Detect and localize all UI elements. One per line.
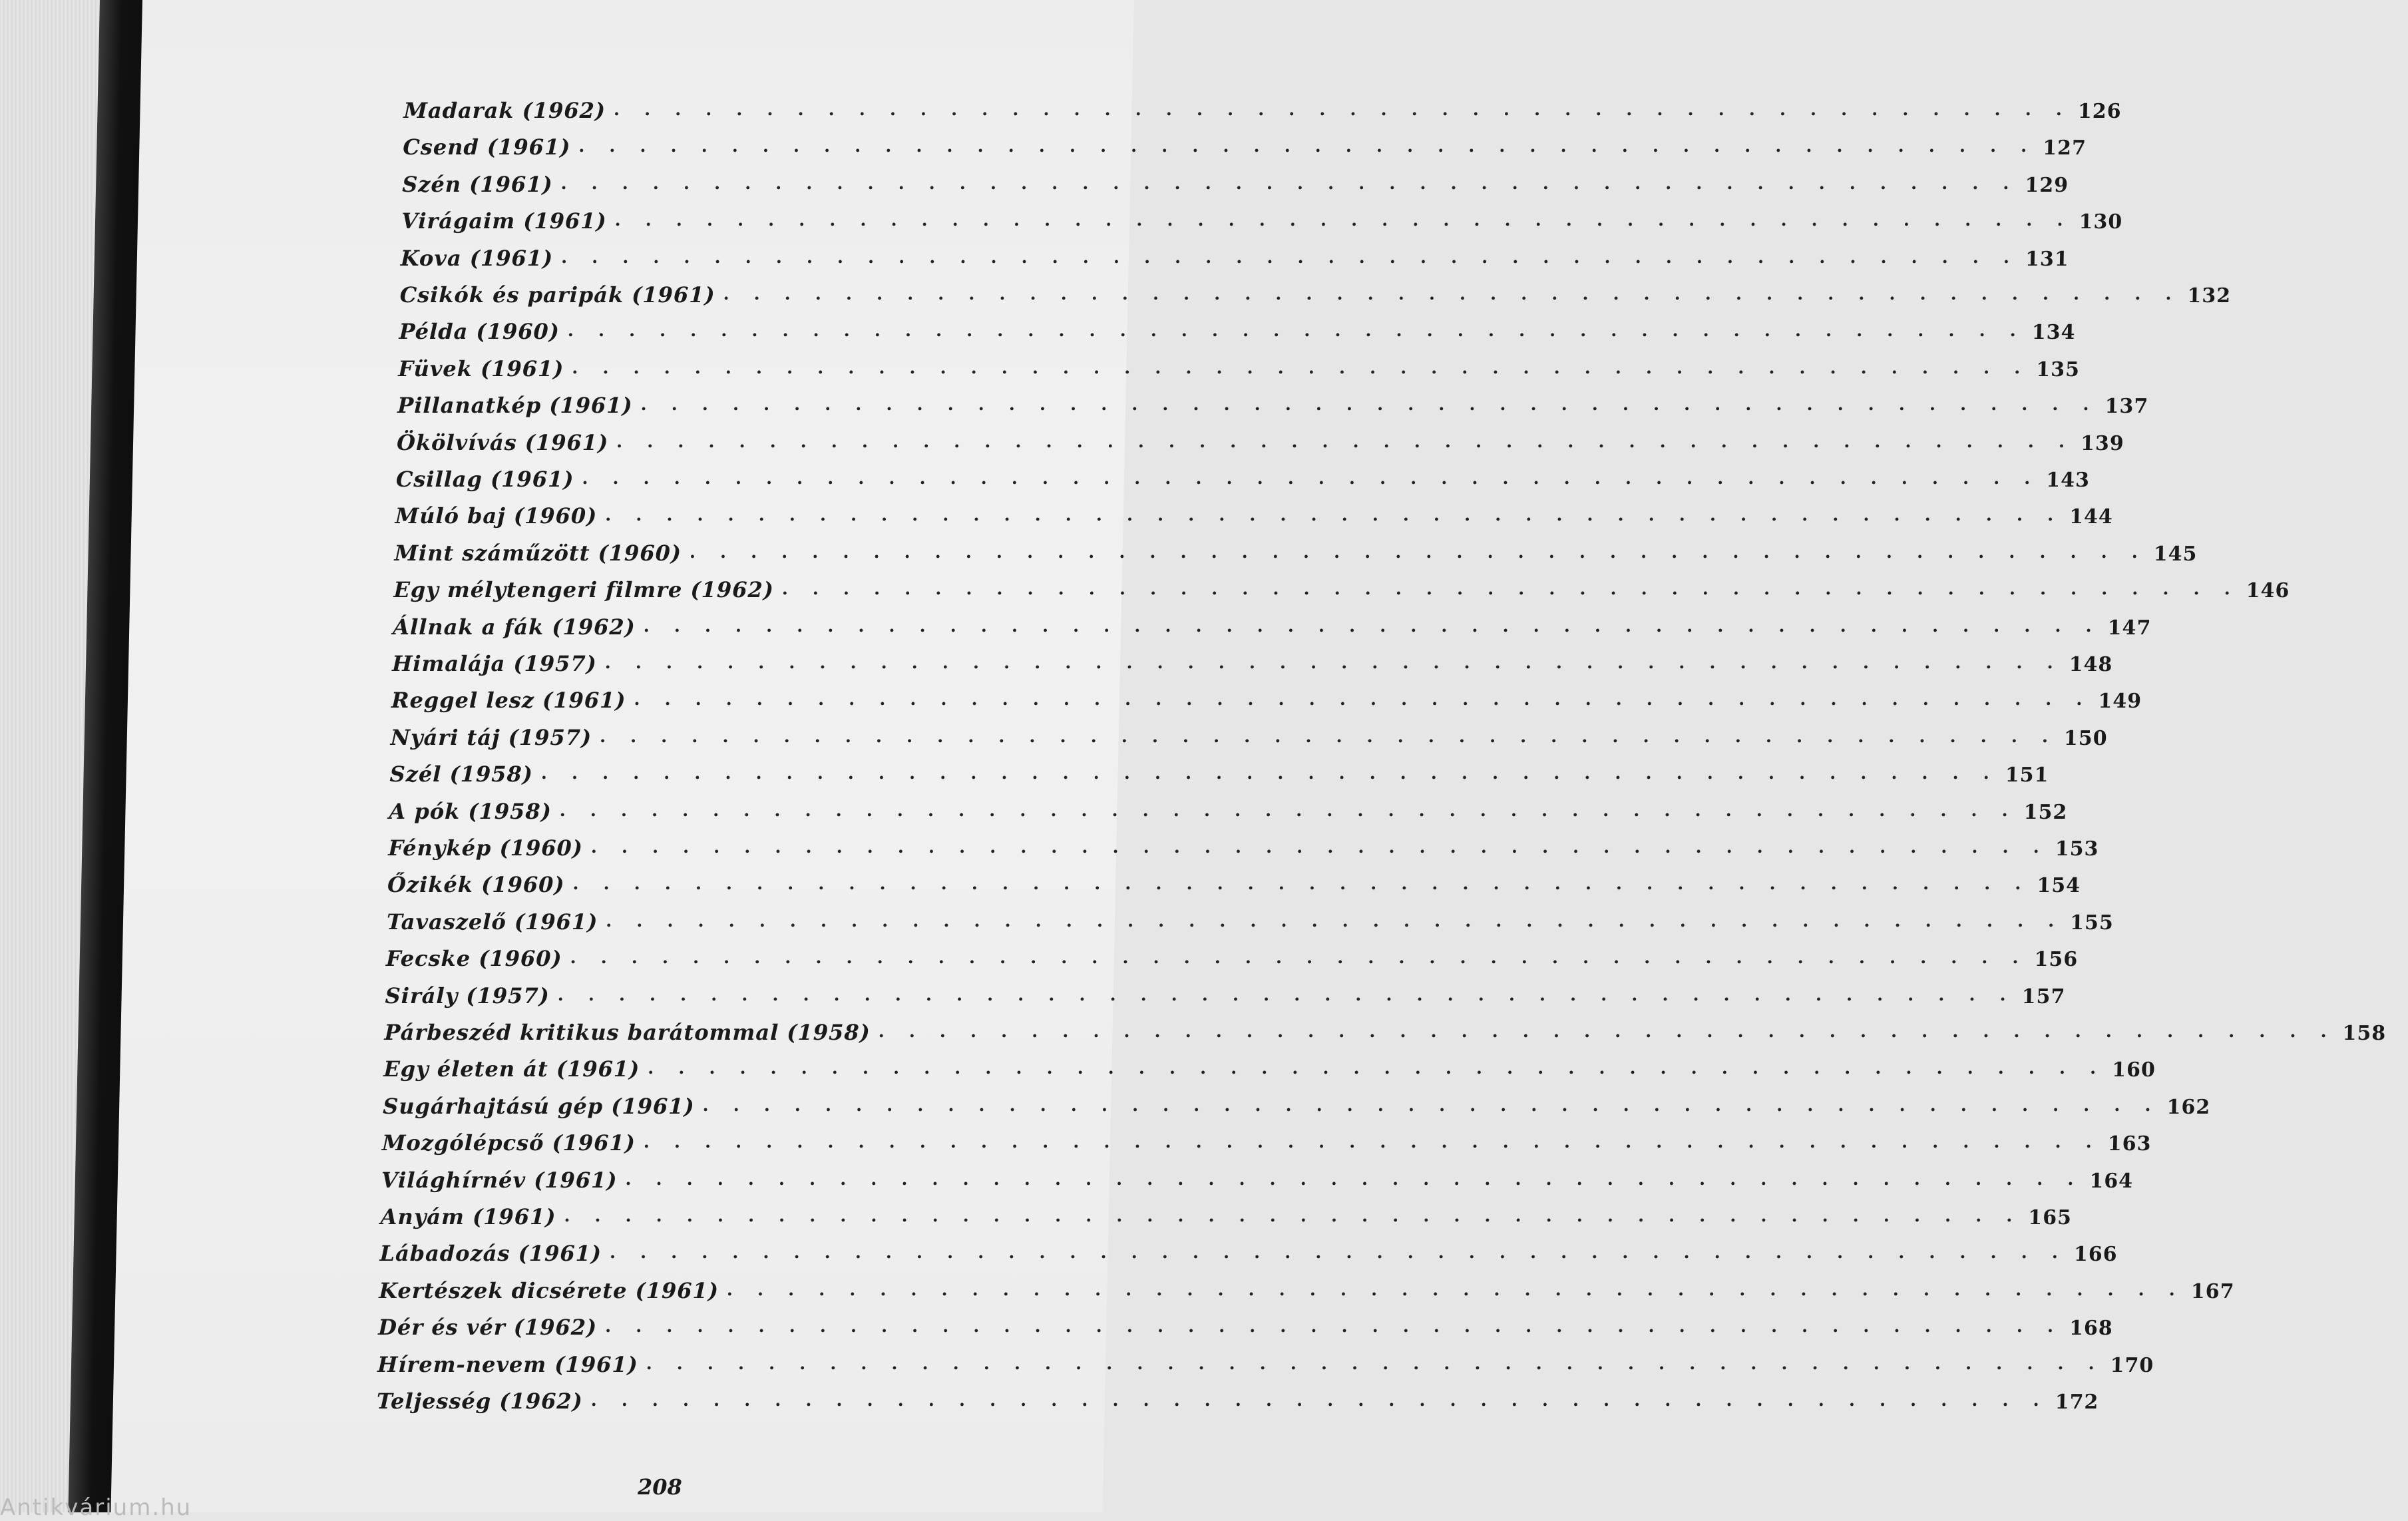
- toc-entry-page: 151: [2005, 763, 2049, 787]
- toc-entry-page: 134: [2031, 321, 2076, 345]
- toc-entry-title: Füvek (1961): [398, 355, 564, 381]
- dot-leader: . . . . . . . . . . . . . . . . . . . . . . . . . . . . . . . . . . . . . . . . . . . . . . . .: [613, 100, 2072, 120]
- toc-entry: [399, 274, 2232, 308]
- dot-leader: . . . . . . . . . . . . . . . . . . . . . . . . . . . . . . . . . . . . . . . . . . . . . . . .: [616, 431, 2075, 452]
- dot-leader: . . . . . . . . . . . . . . . . . . . . . . . . . . . . . . . . . . . . . . . . . . . . . . . .: [604, 1317, 2063, 1337]
- dot-leader: . . . . . . . . . . . . . . . . . . . . . . . . . . . . . . . . . . . . . . . . . . . . . . . .: [604, 653, 2063, 673]
- toc-entry: [387, 864, 2081, 898]
- toc-entry-page: 154: [2037, 874, 2081, 898]
- toc-entry-title: Kertészek dicsérete (1961): [378, 1277, 719, 1303]
- dot-leader: . . . . . . . . . . . . . . . . . . . . . . . . . . . . . . . . . . . . . . . . . . . . . . . .: [590, 837, 2049, 857]
- toc-entry: [378, 1270, 2235, 1303]
- dot-leader: . . . . . . . . . . . . . . . . . . . . . . . . . . . . . . . . . . . . . . . . . . . . . . . .: [599, 726, 2058, 747]
- toc-entry: [385, 938, 2079, 972]
- toc-entry: [403, 90, 2122, 123]
- toc-entry: [392, 606, 2152, 640]
- toc-entry: [380, 1196, 2073, 1229]
- toc-entry-title: Egy életen át (1961): [383, 1056, 640, 1082]
- dot-leader: . . . . . . . . . . . . . . . . . . . . . . . . . . . . . . . . . . . . . . . . . . . . . . . .: [702, 1095, 2160, 1116]
- toc-entry: [401, 164, 2069, 197]
- toc-entry-title: Ökölvívás (1961): [396, 429, 609, 455]
- toc-entry: [402, 126, 2087, 160]
- dot-leader: . . . . . . . . . . . . . . . . . . . . . . . . . . . . . . . . . . . . . . . . . . . . . . . .: [560, 173, 2019, 194]
- dot-leader: . . . . . . . . . . . . . . . . . . . . . . . . . . . . . . . . . . . . . . . . . . . . . . . .: [564, 1206, 2022, 1226]
- dot-leader: . . . . . . . . . . . . . . . . . . . . . . . . . . . . . . . . . . . . . . . . . . . . . . . .: [560, 247, 2019, 268]
- toc-entry: [390, 717, 2108, 750]
- toc-entry-page: 150: [2063, 726, 2108, 750]
- dot-leader: . . . . . . . . . . . . . . . . . . . . . . . . . . . . . . . . . . . . . . . . . . . . . . . .: [604, 505, 2063, 526]
- toc-entry: [393, 569, 2290, 603]
- toc-entry-title: Pillanatkép (1961): [397, 393, 634, 419]
- toc-entry-page: 145: [2153, 542, 2198, 566]
- toc-entry-page: 130: [2079, 210, 2123, 234]
- toc-entry-page: 168: [2069, 1317, 2114, 1341]
- toc-entry: [387, 827, 2099, 861]
- toc-entry-title: Csend (1961): [402, 134, 571, 160]
- toc-entry-page: 155: [2069, 911, 2114, 935]
- toc-entry-title: Múló baj (1960): [395, 503, 598, 529]
- toc-entry: [401, 200, 2123, 234]
- dot-leader: . . . . . . . . . . . . . . . . . . . . . . . . . . . . . . . . . . . . . . . . . . . . . . . .: [590, 1391, 2049, 1411]
- toc-entry: [397, 385, 2149, 419]
- toc-entry-title: Világhírnév (1961): [381, 1167, 618, 1193]
- toc-entry-title: Állnak a fák (1962): [392, 614, 636, 640]
- dot-leader: . . . . . . . . . . . . . . . . . . . . . . . . . . . . . . . . . . . . . . . . . . . . . . . .: [572, 357, 2030, 378]
- toc-entry-title: Csikók és paripák (1961): [399, 282, 715, 308]
- toc-entry-title: Virágaim (1961): [401, 208, 608, 234]
- dot-leader: . . . . . . . . . . . . . . . . . . . . . . . . . . . . . . . . . . . . . . . . . . . . . . . .: [689, 542, 2148, 562]
- toc-entry-title: Csillag (1961): [395, 467, 574, 492]
- dot-leader: . . . . . . . . . . . . . . . . . . . . . . . . . . . . . . . . . . . . . . . . . . . . . . . .: [582, 469, 2040, 489]
- toc-entry-title: Szén (1961): [401, 171, 553, 197]
- dot-leader: . . . . . . . . . . . . . . . . . . . . . . . . . . . . . . . . . . . . . . . . . . . . . . . .: [643, 616, 2102, 636]
- toc-entry: [381, 1160, 2134, 1193]
- toc-entry-page: 165: [2027, 1206, 2073, 1229]
- dot-leader: . . . . . . . . . . . . . . . . . . . . . . . . . . . . . . . . . . . . . . . . . . . . . . . .: [606, 911, 2064, 931]
- toc-entry: [391, 643, 2113, 676]
- dot-leader: . . . . . . . . . . . . . . . . . . . . . . . . . . . . . . . . . . . . . . . . . . . . . . . .: [567, 321, 2026, 341]
- toc-entry-page: 146: [2246, 579, 2290, 603]
- toc-entry: [377, 1307, 2114, 1341]
- toc-entry-page: 129: [2025, 173, 2069, 197]
- toc-entry-page: 147: [2107, 616, 2152, 640]
- watermark: Antikvárium.hu: [0, 1494, 192, 1521]
- toc-entry-page: 167: [2190, 1279, 2235, 1303]
- toc-entry-title: Dér és vér (1962): [377, 1315, 598, 1341]
- toc-entry-title: Tavaszelő (1961): [386, 909, 598, 935]
- toc-entry: [395, 495, 2114, 529]
- toc-entry: [376, 1381, 2099, 1414]
- toc-entry-page: 143: [2045, 469, 2091, 492]
- page-number: 208: [638, 1474, 682, 1500]
- dot-leader: . . . . . . . . . . . . . . . . . . . . . . . . . . . . . . . . . . . . . . . . . . . . . . . .: [646, 1353, 2104, 1374]
- toc-entry-page: 126: [2077, 100, 2122, 123]
- toc-entry-title: Szél (1958): [389, 761, 534, 787]
- dot-leader: . . . . . . . . . . . . . . . . . . . . . . . . . . . . . . . . . . . . . . . . . . . . . . . .: [559, 800, 2018, 821]
- toc-entry: [382, 1086, 2211, 1119]
- dot-leader: . . . . . . . . . . . . . . . . . . . . . . . . . . . . . . . . . . . . . . . . . . . . . . . .: [723, 284, 2181, 304]
- dot-leader: . . . . . . . . . . . . . . . . . . . . . . . . . . . . . . . . . . . . . . . . . . . . . . . .: [634, 690, 2092, 710]
- toc-entry-page: 166: [2073, 1243, 2118, 1267]
- toc-entry-page: 131: [2025, 247, 2070, 271]
- toc-entry: [396, 422, 2125, 455]
- toc-entry-title: Fénykép (1960): [387, 835, 584, 861]
- toc-entry-page: 139: [2080, 431, 2125, 455]
- dot-leader: . . . . . . . . . . . . . . . . . . . . . . . . . . . . . . . . . . . . . . . . . . . . . . . .: [625, 1169, 2083, 1190]
- toc-entry-page: 144: [2069, 505, 2114, 529]
- dot-leader: . . . . . . . . . . . . . . . . . . . . . . . . . . . . . . . . . . . . . . . . . . . . . . . .: [726, 1279, 2185, 1300]
- toc-entry-title: Sirály (1957): [385, 982, 550, 1008]
- toc-entry-title: Mint száműzött (1960): [394, 540, 682, 566]
- toc-entry-title: Példa (1960): [399, 319, 560, 345]
- toc-entry: [394, 533, 2198, 566]
- dot-leader: . . . . . . . . . . . . . . . . . . . . . . . . . . . . . . . . . . . . . . . . . . . . . . . .: [572, 874, 2031, 895]
- toc-entry-title: Őzikék (1960): [387, 872, 565, 898]
- toc-entry-title: Sugárhajtású gép (1961): [382, 1093, 696, 1119]
- toc-entry-title: Madarak (1962): [403, 98, 606, 123]
- toc-entry-page: 158: [2342, 1022, 2387, 1045]
- toc-entry-page: 157: [2021, 984, 2066, 1008]
- dot-leader: . . . . . . . . . . . . . . . . . . . . . . . . . . . . . . . . . . . . . . . . . . . . . . . .: [647, 1058, 2106, 1079]
- toc-entry: [377, 1344, 2154, 1377]
- toc-entry: [389, 791, 2068, 824]
- toc-entry-title: Kova (1961): [400, 245, 554, 271]
- toc-entry-page: 172: [2055, 1391, 2099, 1414]
- dot-leader: . . . . . . . . . . . . . . . . . . . . . . . . . . . . . . . . . . . . . . . . . . . . . . . .: [609, 1243, 2068, 1263]
- toc-entry-page: 137: [2105, 395, 2149, 419]
- toc-entry: [399, 311, 2076, 345]
- toc-entry-page: 127: [2042, 136, 2087, 160]
- toc-entry-title: Teljesség (1962): [376, 1389, 584, 1414]
- toc-entry: [386, 901, 2114, 935]
- dot-leader: . . . . . . . . . . . . . . . . . . . . . . . . . . . . . . . . . . . . . . . . . . . . . . . .: [540, 763, 1999, 784]
- toc-entry-page: 149: [2098, 690, 2142, 714]
- dot-leader: . . . . . . . . . . . . . . . . . . . . . . . . . . . . . . . . . . . . . . . . . . . . . . . .: [643, 1132, 2102, 1153]
- dot-leader: . . . . . . . . . . . . . . . . . . . . . . . . . . . . . . . . . . . . . . . . . . . . . . . .: [878, 1022, 2337, 1042]
- toc-entry-title: Mozgólépcső (1961): [381, 1130, 636, 1156]
- toc-entry-page: 160: [2111, 1058, 2156, 1082]
- toc-entry: [395, 459, 2091, 492]
- toc-entry-page: 163: [2107, 1132, 2152, 1156]
- toc-entry: [391, 680, 2142, 714]
- toc-entry: [383, 1048, 2156, 1082]
- toc-entry-page: 132: [2187, 284, 2232, 308]
- toc-entry-title: Reggel lesz (1961): [391, 688, 626, 714]
- toc-entry: [385, 975, 2066, 1008]
- toc-entry-title: A pók (1958): [389, 798, 552, 824]
- toc-entry-page: 170: [2110, 1353, 2154, 1377]
- toc-entry-title: Egy mélytengeri filmre (1962): [393, 577, 775, 603]
- toc-entry: [381, 1122, 2152, 1156]
- dot-leader: . . . . . . . . . . . . . . . . . . . . . . . . . . . . . . . . . . . . . . . . . . . . . . . .: [570, 948, 2028, 969]
- toc-entry: [400, 238, 2070, 271]
- toc-entry-title: Nyári táj (1957): [390, 724, 592, 750]
- toc-entry-page: 135: [2035, 357, 2081, 381]
- toc-entry-title: Himalája (1957): [391, 651, 598, 676]
- toc-entry: [379, 1233, 2118, 1267]
- toc-entry-title: Lábadozás (1961): [379, 1241, 602, 1267]
- dot-leader: . . . . . . . . . . . . . . . . . . . . . . . . . . . . . . . . . . . . . . . . . . . . . . . .: [781, 579, 2240, 600]
- toc-entry-page: 156: [2034, 948, 2079, 972]
- toc-entry-title: Párbeszéd kritikus barátommal (1958): [384, 1020, 871, 1045]
- toc-entry-page: 153: [2055, 837, 2099, 861]
- toc-entry: [384, 1012, 2387, 1045]
- toc-entry-title: Fecske (1960): [385, 946, 563, 972]
- dot-leader: . . . . . . . . . . . . . . . . . . . . . . . . . . . . . . . . . . . . . . . . . . . . . . . .: [557, 984, 2016, 1005]
- toc-entry: [389, 754, 2049, 787]
- toc-entry: [398, 348, 2081, 381]
- toc-entry-page: 164: [2089, 1169, 2134, 1193]
- toc-entry-page: 152: [2023, 800, 2068, 824]
- dot-leader: . . . . . . . . . . . . . . . . . . . . . . . . . . . . . . . . . . . . . . . . . . . . . . . .: [614, 210, 2073, 231]
- toc-entry-title: Hírem-nevem (1961): [377, 1351, 639, 1377]
- dot-leader: . . . . . . . . . . . . . . . . . . . . . . . . . . . . . . . . . . . . . . . . . . . . . . . .: [578, 136, 2037, 157]
- toc-entry-page: 162: [2166, 1095, 2211, 1119]
- toc-entry-title: Anyám (1961): [380, 1204, 556, 1229]
- toc-entry-page: 148: [2069, 653, 2113, 676]
- dot-leader: . . . . . . . . . . . . . . . . . . . . . . . . . . . . . . . . . . . . . . . . . . . . . . . .: [640, 395, 2099, 415]
